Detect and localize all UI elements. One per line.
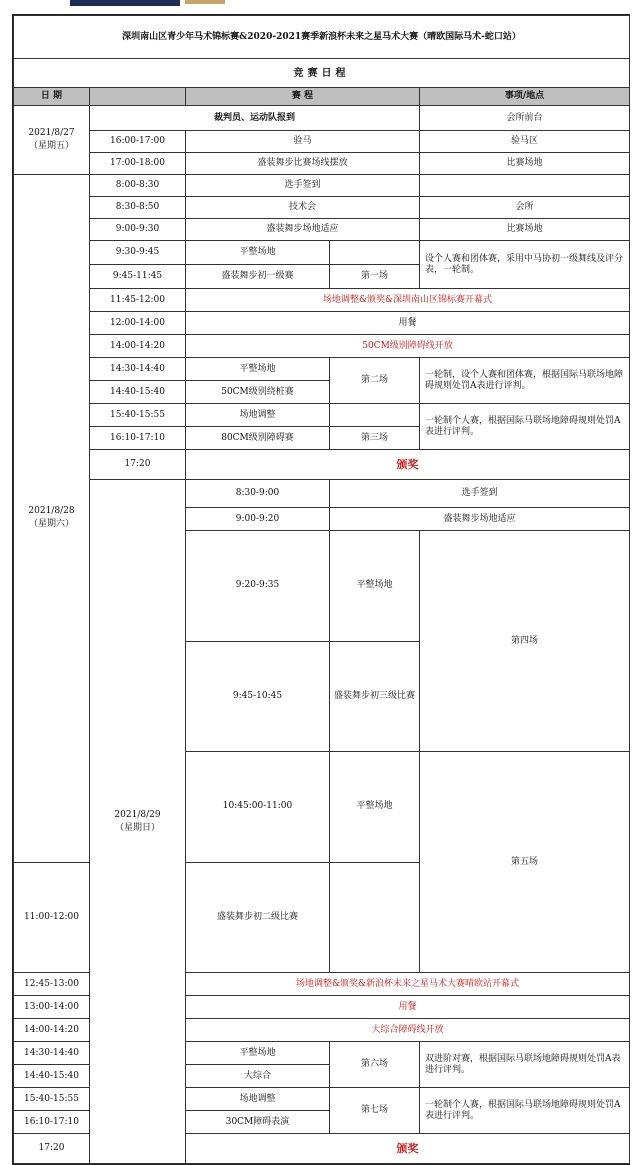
- table-row: [14, 197, 630, 219]
- event-cell: 平整场地: [186, 241, 330, 265]
- time-cell: 9:00-9:20: [186, 508, 330, 531]
- time-cell: 9:20-9:35: [186, 531, 330, 642]
- event-cell: 盛装舞步初三级比赛: [330, 641, 420, 752]
- round-cell: [330, 404, 420, 427]
- time-cell: 8:30-9:00: [186, 480, 330, 508]
- table-row: [14, 289, 630, 312]
- round-cell: [330, 241, 420, 265]
- event-cell: 裁判员、运动队报到: [90, 106, 420, 131]
- table-row: [14, 219, 630, 241]
- event-cell: 场地调整: [186, 404, 330, 427]
- table-row: [14, 106, 630, 131]
- table-row: [14, 450, 630, 480]
- section-title: 竞赛日程: [14, 59, 630, 88]
- time-cell: 11:00-12:00: [14, 862, 90, 973]
- table-header: [14, 88, 630, 106]
- time-cell: 16:10-17:10: [14, 1111, 90, 1134]
- table-row: [14, 335, 630, 358]
- date-value: 2021/8/27: [28, 128, 75, 138]
- time-cell: 12:00-14:00: [90, 312, 186, 335]
- time-cell: 15:40-15:55: [90, 404, 186, 427]
- time-cell: 17:00-18:00: [90, 153, 186, 175]
- time-cell: 11:45-12:00: [90, 289, 186, 312]
- place-cell: 验马区: [420, 131, 630, 153]
- date-value: 2021/8/28: [28, 506, 75, 517]
- time-cell: 8:00-8:30: [90, 175, 186, 197]
- time-cell: 9:00-9:30: [90, 219, 186, 241]
- time-cell: 15:40-15:55: [14, 1088, 90, 1111]
- header-blank: [90, 88, 186, 106]
- weekday-value: （星期五）: [28, 141, 74, 151]
- table-row: [14, 358, 630, 381]
- time-cell: 9:30-9:45: [90, 241, 186, 265]
- header-place: 事项/地点: [420, 88, 630, 106]
- header-decoration-accent: [185, 0, 225, 4]
- round-cell: 第三场: [330, 427, 420, 450]
- event-cell: 用餐: [186, 312, 630, 335]
- round-cell: 第一场: [330, 265, 420, 289]
- time-cell: 13:00-14:00: [14, 996, 90, 1019]
- place-cell: 比赛场地: [420, 153, 630, 175]
- event-cell: 场地调整&颁奖&深圳南山区锦标赛开幕式: [186, 289, 630, 312]
- event-cell: 盛装舞步场地适应: [186, 219, 420, 241]
- date-cell: [14, 106, 90, 175]
- rule-cell: 双进阶对赛，根据国际马联场地障碍规则处罚A表进行评判。: [420, 1042, 630, 1088]
- table-row: [14, 404, 630, 427]
- round-cell: 第五场: [420, 752, 630, 973]
- place-cell: 会所: [420, 197, 630, 219]
- date-cell: [14, 175, 90, 863]
- weekday-value: （星期日）: [114, 822, 160, 833]
- time-cell: 14:00-14:20: [14, 1019, 90, 1042]
- time-cell: 16:00-17:00: [90, 131, 186, 153]
- table-row: [14, 153, 630, 175]
- round-cell: 第二场: [330, 358, 420, 404]
- round-cell: 第七场: [330, 1088, 420, 1134]
- place-cell: [420, 175, 630, 197]
- time-cell: 14:30-14:40: [90, 358, 186, 381]
- table-row: [14, 480, 630, 508]
- time-cell: 8:30-8:50: [90, 197, 186, 219]
- round-cell: 第六场: [330, 1042, 420, 1088]
- event-cell: 平整场地: [186, 1042, 330, 1065]
- date-cell: [90, 480, 186, 1164]
- place-cell: 会所前台: [420, 106, 630, 131]
- time-cell: 16:10-17:10: [90, 427, 186, 450]
- event-cell: 盛装舞步初二级比赛: [186, 862, 330, 973]
- table-row: [14, 175, 630, 197]
- event-cell: 30CM障碍表演: [186, 1111, 330, 1134]
- event-cell: 平整场地: [330, 531, 420, 642]
- rule-cell: 一轮制，设个人赛和团体赛，根据国际马联场地障碍规则处罚A表进行评判。: [420, 358, 630, 404]
- event-cell: 选手签到: [330, 480, 630, 508]
- event-cell: 盛装舞步比赛场线摆放: [186, 153, 420, 175]
- event-cell: 平整场地: [330, 752, 420, 863]
- event-cell: 50CM级别绕桩赛: [186, 381, 330, 404]
- time-cell: 14:30-14:40: [14, 1042, 90, 1065]
- event-cell: 选手签到: [186, 175, 420, 197]
- event-cell: 盛装舞步场地适应: [330, 508, 630, 531]
- event-cell: 技术会: [186, 197, 420, 219]
- time-cell: 17:20: [14, 1134, 90, 1164]
- time-cell: 14:40-15:40: [90, 381, 186, 404]
- event-cell: 大综合: [186, 1065, 330, 1088]
- schedule-sheet: [12, 14, 630, 1165]
- event-cell: 盛装舞步初一级赛: [186, 265, 330, 289]
- table-row: [14, 312, 630, 335]
- document-title: 深圳南山区青少年马术锦标赛&2020-2021赛季新浪杯未来之星马术大赛（晴欧国际马术-蛇口站）: [14, 16, 630, 59]
- header-decoration-bar: [70, 0, 180, 6]
- event-cell: 平整场地: [186, 358, 330, 381]
- award-cell: 颁奖: [186, 450, 630, 480]
- event-cell: 80CM级别障碍赛: [186, 427, 330, 450]
- weekday-value: （星期六）: [28, 519, 74, 530]
- rule-cell: 设个人赛和团体赛，采用中马协初一级舞线及评分表，一轮制。: [420, 241, 630, 289]
- round-cell: 第四场: [420, 531, 630, 752]
- header-schedule: 赛 程: [186, 88, 420, 106]
- table-row: [14, 241, 630, 265]
- event-cell: 场地调整: [186, 1088, 330, 1111]
- time-cell: 17:20: [90, 450, 186, 480]
- table-row: [14, 131, 630, 153]
- time-cell: 12:45-13:00: [14, 973, 90, 996]
- time-cell: 10:45:00-11:00: [186, 752, 330, 863]
- rule-cell: 一轮制个人赛，根据国际马联场地障碍规则处罚A表进行评判。: [420, 1088, 630, 1134]
- event-cell: 场地调整&颁奖&新浪杯未来之星马术大赛晴欧站开幕式: [186, 973, 630, 996]
- header-date: 日 期: [14, 88, 90, 106]
- event-cell: 用餐: [186, 996, 630, 1019]
- event-cell: 50CM级别障碍线开放: [186, 335, 630, 358]
- event-cell: 大综合障碍线开放: [186, 1019, 630, 1042]
- time-cell: 14:40-15:40: [14, 1065, 90, 1088]
- time-cell: 9:45-11:45: [90, 265, 186, 289]
- award-cell: 颁奖: [186, 1134, 630, 1164]
- place-cell: 比赛场地: [420, 219, 630, 241]
- date-value: 2021/8/29: [114, 809, 161, 820]
- schedule-table: [13, 15, 630, 1164]
- time-cell: 9:45-10:45: [186, 641, 330, 752]
- rule-cell: 一轮制个人赛，根据国际马联场地障碍规则处罚A表进行评判。: [420, 404, 630, 450]
- event-cell: 验马: [186, 131, 420, 153]
- time-cell: 14:00-14:20: [90, 335, 186, 358]
